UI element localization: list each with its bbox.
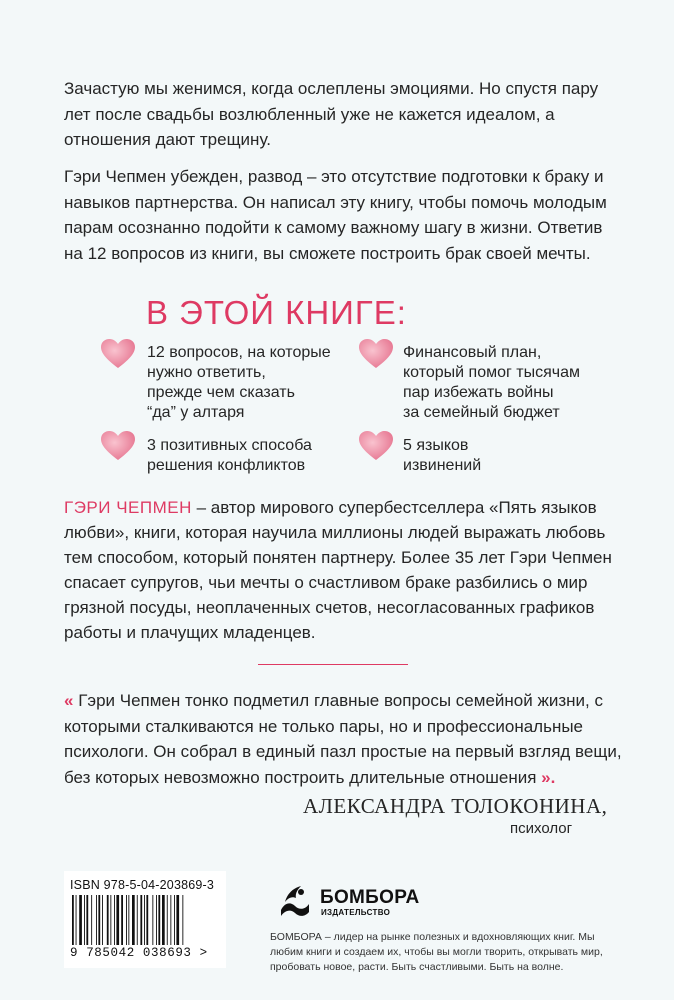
isbn-label: ISBN 978-5-04-203869-3 — [70, 878, 215, 892]
heart-icon — [358, 430, 394, 462]
feature-item-1 — [147, 343, 331, 423]
barcode-icon — [70, 895, 220, 945]
features-heading: В ЭТОЙ КНИГЕ: — [146, 294, 407, 331]
feature-line: пар избежать войны — [403, 384, 554, 401]
feature-line: 3 позитивных способа — [147, 437, 312, 454]
quote-open-mark: « — [64, 691, 74, 710]
divider — [258, 664, 408, 665]
intro-paragraph-1: Зачастую мы женимся, когда ослеплены эмоциями. Но спустя пару лет после свадьбы возлюбленный уже не кажется идеалом, а отношения дают трещину. — [64, 79, 599, 149]
feature-line: за семейный бюджет — [403, 404, 560, 421]
intro-paragraph-2: Гэри Чепмен убежден, развод – это отсутствие подготовки к браку и навыков партнерства. Он написал эту книгу, чтобы помочь молодым парам осознанно подойти к самому важному шагу в жизни. Ответив на 12 вопросов из книги, вы сможете построить брак своей мечты. — [64, 167, 607, 263]
feature-line: который помог тысячам — [403, 364, 581, 381]
publisher-name: БОМБОРА — [320, 887, 420, 908]
heart-icon — [100, 338, 136, 370]
author-name: ГЭРИ ЧЕПМЕН — [64, 498, 192, 517]
feature-item-4 — [403, 436, 481, 476]
author-bio-text: – автор мирового супербестселлера «Пять языков любви», книги, которая научила миллионы людей выражать любовь тем способом, который понятен партнеру. Более 35 лет Гэри Чепмен спасает супругов, чьи мечты о счастливом браке разбились о мир грязной посуды, неоплаченных счетов, несогласованных графиков работы и плачущих младенцев. — [64, 498, 612, 642]
quote-text: Гэри Чепмен тонко подметил главные вопросы семейной жизни, с которыми сталкиваются не только пары, но и профессиональные психологи. Он собрал в единый пазл простые на первый взгляд вещи, без которых невозможно построить длительные отношения — [64, 691, 622, 787]
publisher-tagline: БОМБОРА – лидер на рынке полезных и вдохновляющих книг. Мы любим книги и создаем их, чтобы вы могли творить, открывать мир, пробовать новое, расти. Быть счастливыми. Быть на волне. — [270, 931, 603, 973]
feature-item-3 — [147, 436, 312, 476]
heart-icon — [358, 338, 394, 370]
heart-icon — [100, 430, 136, 462]
feature-line: извинений — [403, 457, 482, 474]
feature-line: 5 языков — [403, 437, 469, 454]
review-quote — [64, 688, 624, 790]
feature-line: Финансовый план, — [403, 344, 542, 361]
feature-item-2 — [403, 343, 580, 423]
feature-line: нужно ответить, — [147, 364, 266, 381]
feature-line: прежде чем сказать — [147, 384, 295, 401]
publisher-subtitle: ИЗДАТЕЛЬСТВО — [321, 908, 391, 917]
barcode-digits: 9 785042 038693 > — [70, 946, 208, 960]
quote-author: АЛЕКСАНДРА ТОЛОКОНИНА, — [303, 794, 608, 818]
quote-author-role: психолог — [510, 820, 573, 837]
author-bio — [64, 495, 624, 645]
feature-line: решения конфликтов — [147, 457, 306, 474]
feature-line: 12 вопросов, на которые — [147, 344, 331, 361]
publisher-logo-icon — [275, 880, 315, 920]
quote-close-mark: ». — [541, 767, 556, 787]
feature-line: “да” у алтаря — [147, 404, 245, 421]
